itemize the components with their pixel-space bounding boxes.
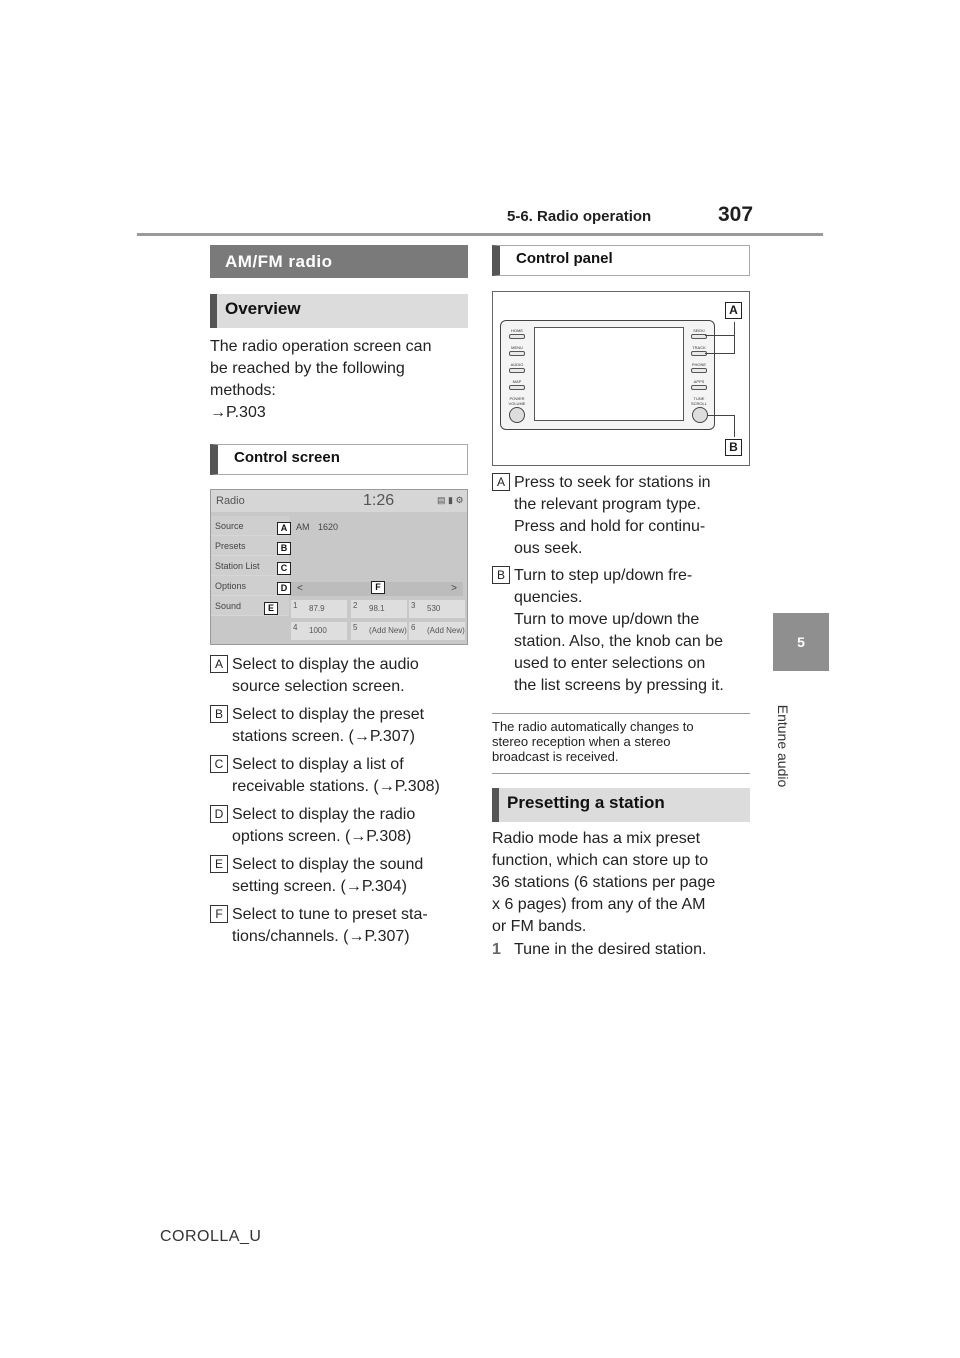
leader-line-a1 — [705, 335, 735, 336]
menu-sound[interactable]: Sound — [211, 596, 289, 616]
presetting-text: Radio mode has a mix preset function, which can store up to 36 stations (6 stations per page x 6 pages) from any of the AM or FM bands. — [492, 830, 716, 935]
apps-button[interactable] — [691, 385, 707, 390]
status-icons: ▤ ▮ ⚙ — [437, 495, 464, 505]
preset-4[interactable]: 4 1000 — [291, 622, 347, 640]
label-apps: APPS — [693, 379, 705, 384]
step-1 — [492, 939, 754, 961]
band-label: AM — [296, 522, 310, 532]
panel-badge-a: A — [492, 473, 510, 491]
menu-source[interactable]: Source — [211, 516, 289, 536]
overview-heading: Overview — [210, 294, 468, 328]
step-number: 1 — [492, 941, 501, 958]
panel-callout-a: A — [725, 302, 742, 319]
label-menu: MENU — [511, 345, 523, 350]
overview-text: The radio operation screen can be reached by the following methods: →P.303 — [210, 338, 432, 421]
panel-item-a: A Press to seek for stations in the relevant program type. Press and hold for continu- ous seek. — [492, 472, 754, 560]
badge-e: E — [210, 855, 228, 873]
note-text: The radio automatically changes to stereo reception when a stereo broadcast is received. — [492, 719, 694, 764]
preset-3[interactable]: 3 530 — [409, 600, 465, 618]
step-text: Tune in the desired station. — [514, 941, 707, 958]
item-d: D Select to display the radio options screen. (→P.308) — [210, 804, 472, 848]
nav-left-icon[interactable]: < — [297, 583, 303, 594]
label-track: TRACK — [692, 345, 706, 350]
map-button[interactable] — [509, 385, 525, 390]
frequency-label: 1620 — [318, 522, 339, 532]
badge-f: F — [210, 905, 228, 923]
panel-item-b: B Turn to step up/down fre- quencies. Turn to move up/down the station. Also, the knob can be used to enter selections on the list screens by pressing it. — [492, 565, 754, 697]
page-number: 307 — [718, 203, 754, 226]
badge-a: A — [210, 655, 228, 673]
callout-a: A — [277, 522, 291, 535]
presetting-heading: Presetting a station — [492, 788, 750, 822]
panel-badge-b: B — [492, 566, 510, 584]
screen-topbar — [211, 490, 468, 512]
preset-1[interactable]: 1 87.9 — [291, 600, 347, 618]
item-b: B Select to display the preset stations screen. (→P.307) — [210, 704, 472, 748]
note-rule-bottom — [492, 773, 750, 774]
preset-5[interactable]: 5 (Add New) — [351, 622, 407, 640]
item-c: C Select to display a list of receivable stations. (→P.308) — [210, 754, 472, 798]
menu-options[interactable]: Options — [211, 576, 289, 596]
item-f: F Select to tune to preset sta- tions/channels. (→P.307) — [210, 904, 472, 948]
label-tune-scroll: TUNE SCROLL — [690, 396, 707, 406]
label-home: HOME — [511, 328, 523, 333]
menu-station-list[interactable]: Station List — [211, 556, 289, 576]
leader-line-a3 — [734, 322, 735, 354]
item-a: A Select to display the audio source selection screen. — [210, 654, 472, 698]
audio-button[interactable] — [509, 368, 525, 373]
note-rule-top — [492, 713, 750, 714]
tune-scroll-knob[interactable] — [692, 407, 708, 423]
label-audio: AUDIO — [510, 362, 524, 367]
callout-b: B — [277, 542, 291, 555]
panel-callout-b: B — [725, 439, 742, 456]
menu-presets[interactable]: Presets — [211, 536, 289, 556]
control-screen-heading: Control screen — [210, 444, 468, 475]
callout-d: D — [277, 582, 291, 595]
chapter-label — [768, 700, 792, 800]
chapter-title: Entune audio — [775, 704, 791, 788]
header-rule — [137, 233, 823, 236]
badge-c: C — [210, 755, 228, 773]
callout-f: F — [371, 581, 385, 594]
footer-model: COROLLA_U — [160, 1228, 262, 1245]
callout-c: C — [277, 562, 291, 575]
preset-6[interactable]: 6 (Add New) — [409, 622, 465, 640]
leader-line-b2 — [734, 415, 735, 437]
head-unit-display — [534, 327, 684, 421]
callout-e: E — [264, 602, 278, 615]
preset-2[interactable]: 2 98.1 — [351, 600, 407, 618]
label-phone: PHONE — [691, 362, 707, 367]
power-volume-knob[interactable] — [509, 407, 525, 423]
label-seek: SEEK/ — [693, 328, 705, 333]
screen-title: Radio — [216, 495, 245, 507]
control-panel-illustration — [492, 291, 750, 466]
label-power-volume: POWER VOLUME — [508, 396, 526, 406]
phone-button[interactable] — [691, 368, 707, 373]
section-title: 5-6. Radio operation — [507, 208, 652, 225]
chapter-tab: 5 — [773, 613, 829, 671]
head-unit — [500, 320, 715, 430]
label-map: MAP — [512, 379, 522, 384]
control-panel-heading: Control panel — [492, 245, 750, 276]
nav-right-icon[interactable]: > — [451, 583, 457, 594]
screen-clock: 1:26 — [363, 492, 395, 509]
badge-b: B — [210, 705, 228, 723]
control-screen-illustration — [210, 489, 468, 645]
item-e: E Select to display the sound setting screen. (→P.304) — [210, 854, 472, 898]
main-heading: AM/FM radio — [210, 245, 468, 278]
home-button[interactable] — [509, 334, 525, 339]
leader-line-b1 — [707, 415, 735, 416]
leader-line-a2 — [705, 353, 735, 354]
menu-button[interactable] — [509, 351, 525, 356]
badge-d: D — [210, 805, 228, 823]
